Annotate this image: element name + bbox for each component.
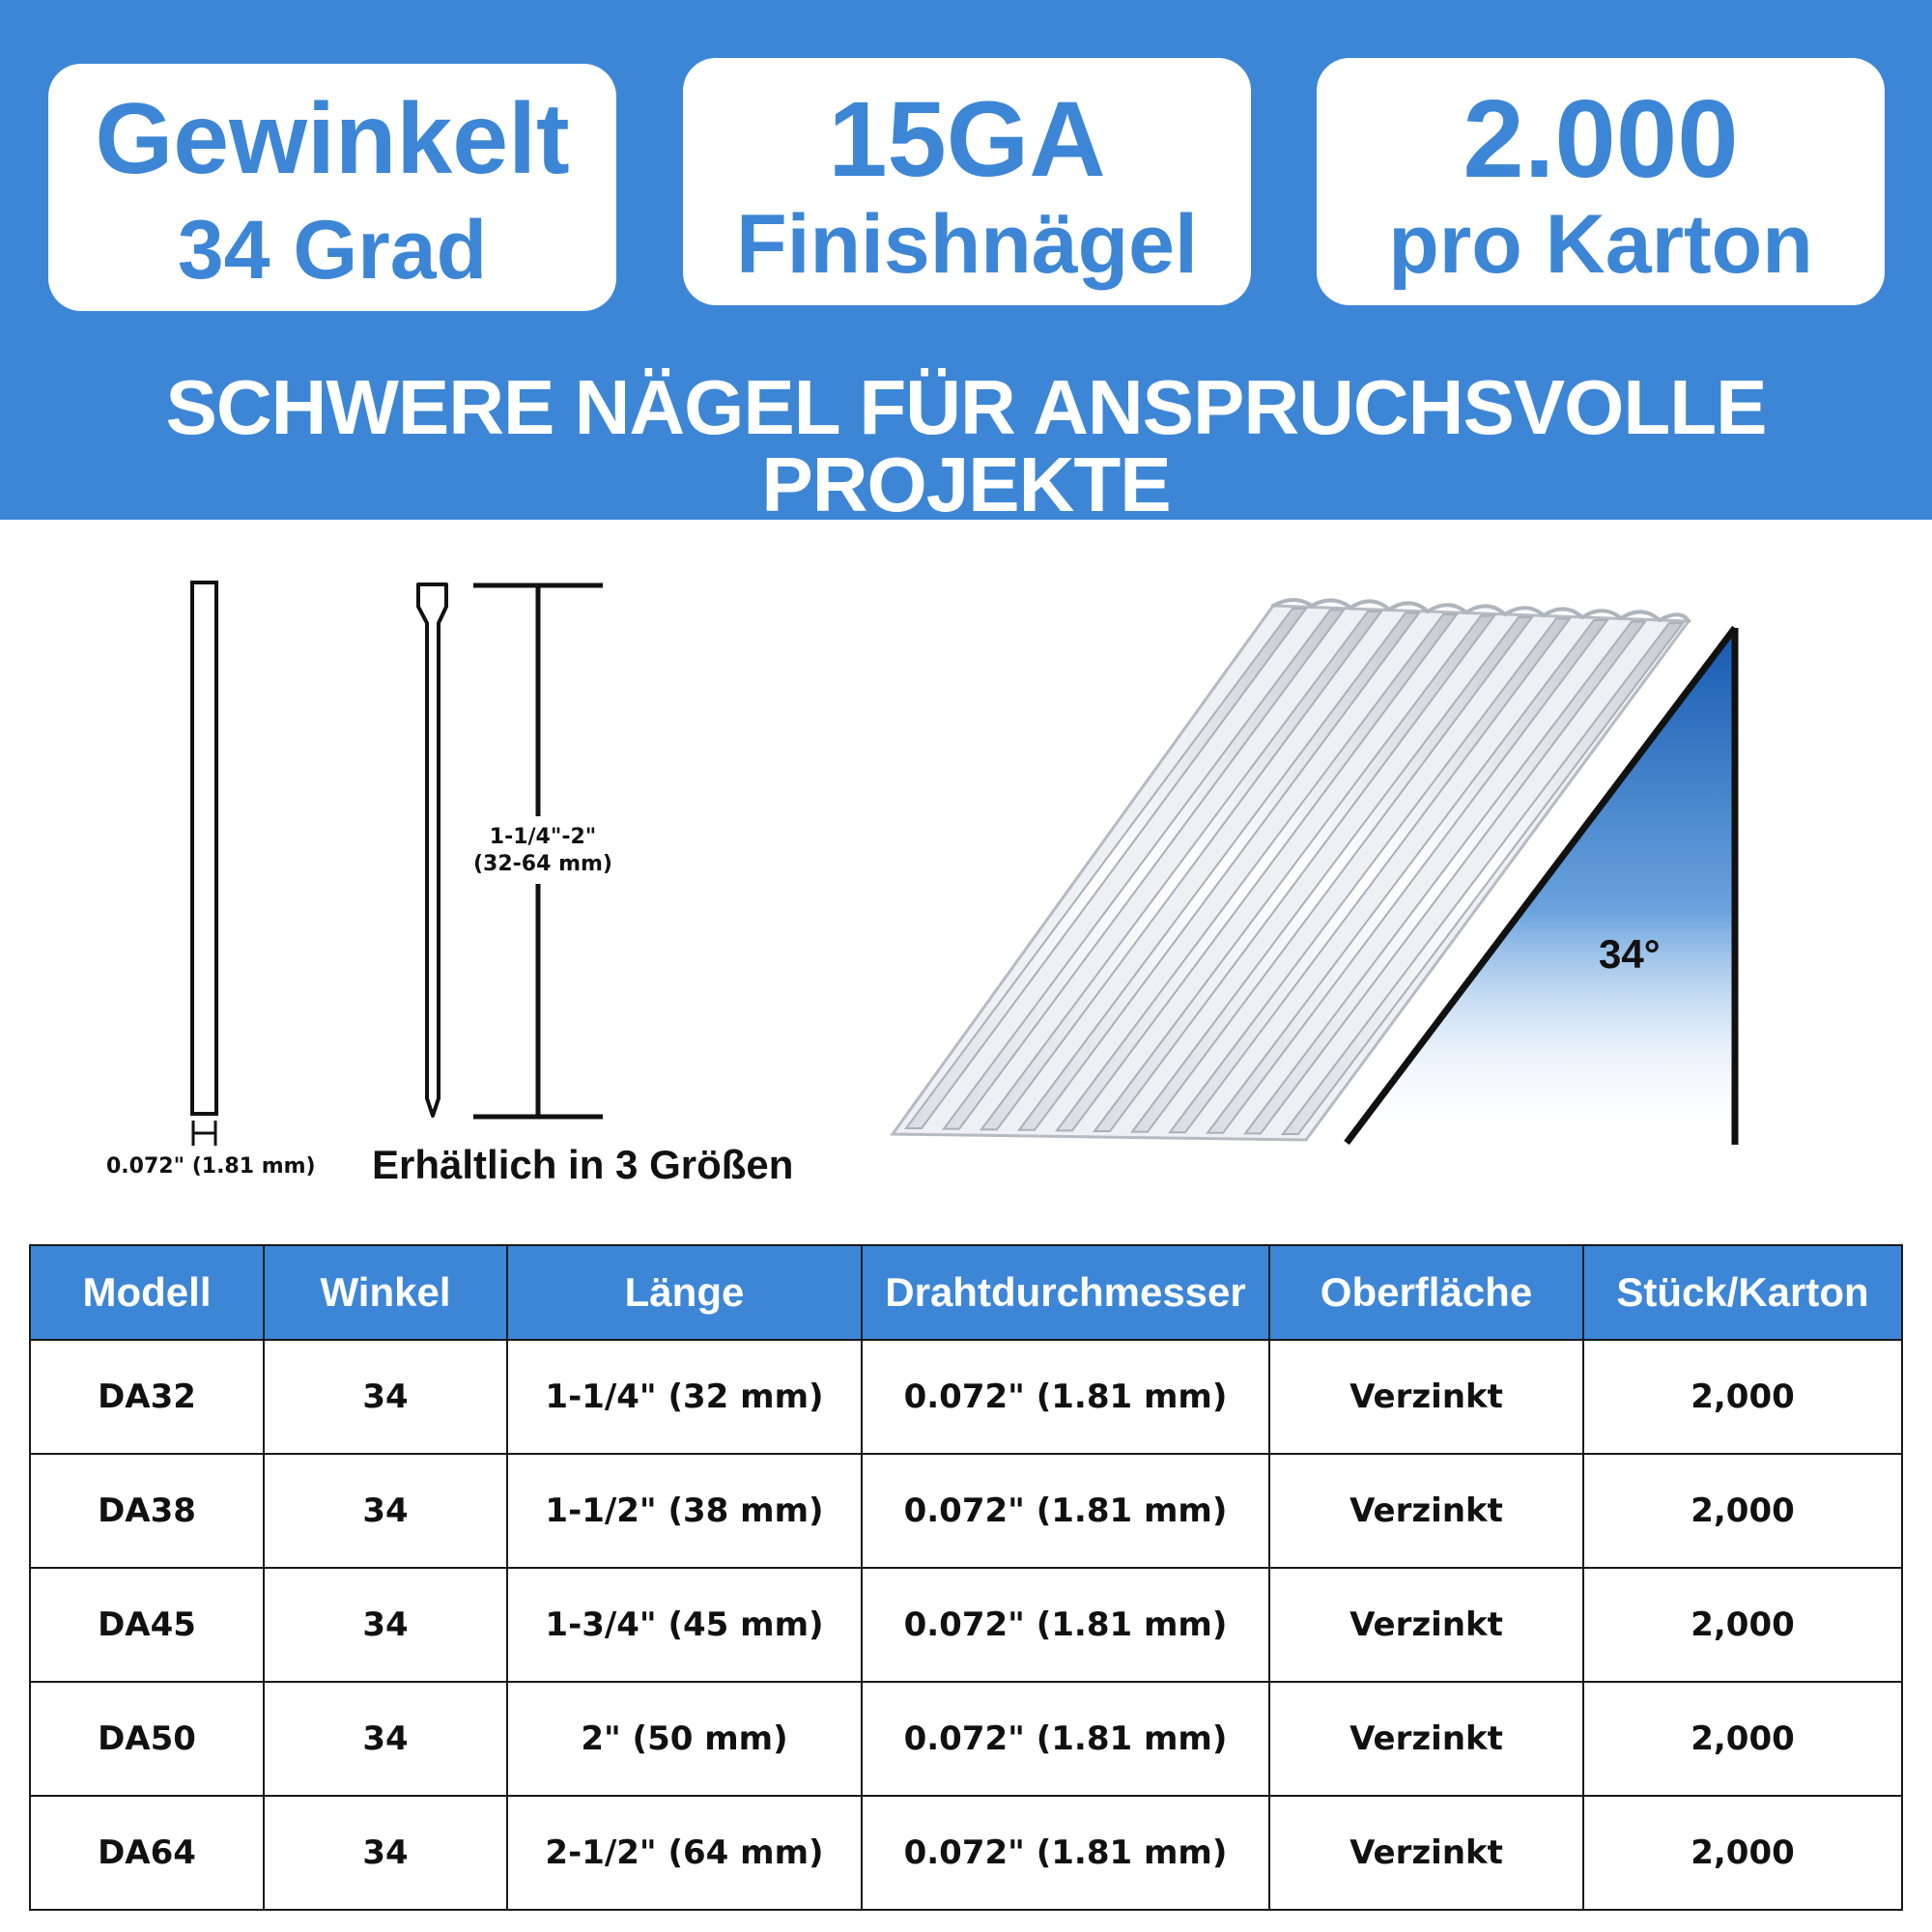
sizes-label: Erhältlich in 3 Größen bbox=[372, 1142, 794, 1187]
cell-angle: 34 bbox=[264, 1340, 507, 1454]
nail-profile-view bbox=[418, 584, 446, 1116]
cell-wire-diameter: 0.072" (1.81 mm) bbox=[862, 1682, 1269, 1796]
cell-angle: 34 bbox=[264, 1454, 507, 1568]
angle-label: 34° bbox=[1599, 931, 1661, 977]
length-dimension bbox=[473, 585, 603, 1117]
col-header-angle: Winkel bbox=[264, 1245, 507, 1340]
cell-length: 2-1/2" (64 mm) bbox=[507, 1796, 862, 1910]
cell-length: 1-1/4" (32 mm) bbox=[507, 1340, 862, 1454]
spec-table bbox=[29, 1244, 1903, 1911]
table-header-row bbox=[30, 1245, 1902, 1340]
length-label-line1: 1-1/4"-2" bbox=[489, 825, 597, 849]
pill-count-subtitle: pro Karton bbox=[1388, 198, 1813, 291]
pill-gauge-title: 15GA bbox=[828, 80, 1106, 199]
nail-illustration bbox=[0, 520, 1932, 1235]
pill-angle-subtitle: 34 Grad bbox=[177, 204, 488, 297]
pill-gauge-subtitle: Finishnägel bbox=[736, 198, 1198, 291]
header-banner bbox=[0, 0, 1932, 527]
cell-count: 2,000 bbox=[1583, 1682, 1902, 1796]
cell-count: 2,000 bbox=[1583, 1568, 1902, 1682]
cell-finish: Verzinkt bbox=[1269, 1568, 1583, 1682]
cell-length: 1-3/4" (45 mm) bbox=[507, 1568, 862, 1682]
table-row bbox=[30, 1796, 1902, 1910]
col-header-count: Stück/Karton bbox=[1583, 1245, 1902, 1340]
cell-finish: Verzinkt bbox=[1269, 1454, 1583, 1568]
nail-side-view bbox=[192, 582, 216, 1114]
length-label-line2: (32-64 mm) bbox=[473, 852, 612, 876]
table-row bbox=[30, 1682, 1902, 1796]
diameter-marker bbox=[193, 1121, 215, 1146]
cell-length: 2" (50 mm) bbox=[507, 1682, 862, 1796]
cell-model: DA32 bbox=[30, 1340, 264, 1454]
cell-finish: Verzinkt bbox=[1269, 1340, 1583, 1454]
col-header-length: Länge bbox=[507, 1245, 862, 1340]
cell-model: DA38 bbox=[30, 1454, 264, 1568]
diameter-label: 0.072" (1.81 mm) bbox=[106, 1154, 316, 1179]
cell-angle: 34 bbox=[264, 1796, 507, 1910]
nail-diagram bbox=[0, 520, 1932, 1235]
cell-wire-diameter: 0.072" (1.81 mm) bbox=[862, 1796, 1269, 1910]
cell-wire-diameter: 0.072" (1.81 mm) bbox=[862, 1454, 1269, 1568]
cell-length: 1-1/2" (38 mm) bbox=[507, 1454, 862, 1568]
cell-wire-diameter: 0.072" (1.81 mm) bbox=[862, 1568, 1269, 1682]
cell-model: DA64 bbox=[30, 1796, 264, 1910]
pill-angle-title: Gewinkelt bbox=[95, 83, 570, 195]
table-row bbox=[30, 1568, 1902, 1682]
cell-angle: 34 bbox=[264, 1568, 507, 1682]
cell-finish: Verzinkt bbox=[1269, 1796, 1583, 1910]
feature-pill-gauge bbox=[683, 58, 1251, 305]
cell-finish: Verzinkt bbox=[1269, 1682, 1583, 1796]
col-header-wire-diameter: Drahtdurchmesser bbox=[862, 1245, 1269, 1340]
table-row bbox=[30, 1340, 1902, 1454]
cell-model: DA45 bbox=[30, 1568, 264, 1682]
table-row bbox=[30, 1454, 1902, 1568]
col-header-model: Modell bbox=[30, 1245, 264, 1340]
feature-pill-count bbox=[1317, 58, 1885, 305]
headline: SCHWERE NÄGEL FÜR ANSPRUCHSVOLLE PROJEKTE bbox=[165, 364, 1767, 527]
feature-pill-angle bbox=[48, 64, 616, 311]
pill-count-title: 2.000 bbox=[1463, 78, 1739, 201]
cell-angle: 34 bbox=[264, 1682, 507, 1796]
cell-count: 2,000 bbox=[1583, 1340, 1902, 1454]
col-header-finish: Oberfläche bbox=[1269, 1245, 1583, 1340]
cell-wire-diameter: 0.072" (1.81 mm) bbox=[862, 1340, 1269, 1454]
cell-model: DA50 bbox=[30, 1682, 264, 1796]
cell-count: 2,000 bbox=[1583, 1796, 1902, 1910]
cell-count: 2,000 bbox=[1583, 1454, 1902, 1568]
